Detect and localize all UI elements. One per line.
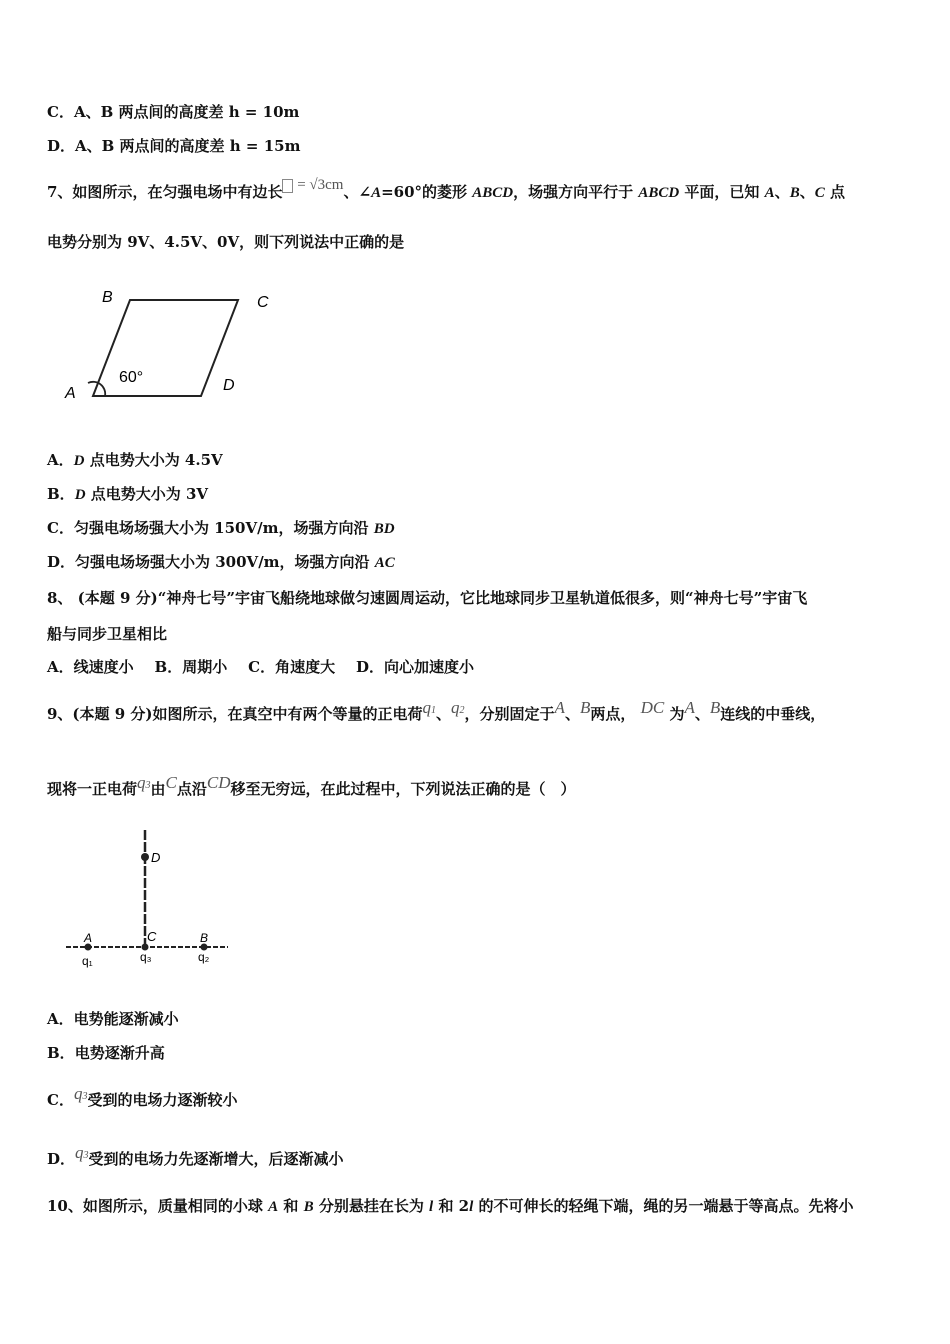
q7-option-d — [47, 552, 395, 573]
option-text: 电势逐渐升高 — [74, 1044, 165, 1062]
point-c: C — [165, 773, 177, 792]
ball-b: B — [303, 1199, 314, 1215]
q10-text: 的不可伸长的轻绳下端，绳的另一端悬于等高点。先将小 — [473, 1197, 854, 1215]
rhombus-name: ABCD — [472, 185, 514, 201]
point-d-dot — [141, 853, 149, 861]
q-symbol: q — [137, 773, 146, 792]
option-label: A． — [47, 1010, 74, 1028]
q7-option-a — [47, 450, 223, 471]
separator: 、 — [774, 183, 790, 201]
option-text: 点电势大小为 4.5V — [84, 451, 223, 469]
option-label: D． — [356, 658, 385, 676]
q8-stem-line1: 8、 (本题 9 分)“神舟七号”宇宙飞船绕地球做匀速圆周运动，它比地球同步卫星轨道低很多，则“神舟七号”宇宙飞 — [47, 589, 808, 607]
q7-stem-line2: 电势分别为 9V、4.5V、0V，则下列说法中正确的是 — [47, 233, 405, 251]
charge-q2 — [451, 698, 465, 717]
point-b: B — [709, 698, 721, 717]
q10-text: 10、如图所示，质量相同的小球 — [47, 1197, 269, 1215]
option-label: B． — [154, 658, 183, 676]
label-d: D — [151, 850, 161, 865]
q9-text: 两点， — [590, 705, 636, 723]
option-text: 受到的电场力逐渐较小 — [87, 1091, 238, 1109]
option-text: 电势能逐渐减小 — [73, 1010, 179, 1028]
q-subscript: 3 — [83, 1150, 89, 1161]
option-label: C． — [47, 103, 74, 121]
option-label: B． — [47, 485, 75, 503]
direction-ac: AC — [374, 555, 395, 571]
point-a: A — [554, 698, 565, 717]
charge-q3 — [74, 1084, 88, 1103]
label-c: C — [147, 929, 157, 944]
option-text: 线速度小 — [73, 658, 134, 676]
q8-option-c — [248, 658, 335, 676]
length-2l: l — [469, 1199, 474, 1215]
point-d: D — [74, 487, 86, 503]
option-label: C． — [47, 519, 74, 537]
option-text: 周期小 — [182, 658, 228, 676]
q-subscript: 3 — [145, 780, 151, 791]
charge-q3 — [75, 1143, 89, 1162]
q9-option-a — [47, 1009, 179, 1029]
q8-stem-line2: 船与同步卫星相比 — [47, 625, 168, 643]
option-label: D． — [47, 553, 76, 571]
q9-stem-line2 — [47, 773, 576, 802]
q9-text: 现将一正电荷 — [47, 780, 138, 798]
q6-option-c — [47, 102, 299, 122]
charges-figure — [60, 825, 250, 975]
label-b: B — [102, 289, 113, 306]
q10-stem-line1 — [47, 1196, 854, 1217]
q9-stem-line1 — [47, 698, 826, 727]
q9-text: ，分别固定于 — [464, 705, 555, 723]
option-label: A． — [47, 451, 74, 469]
option-text: A、B 两点间的高度差 h = 15m — [75, 137, 301, 155]
q7-text: 、∠ — [343, 183, 372, 201]
label-q2: q₂ — [198, 950, 210, 964]
q7-option-b — [47, 484, 208, 505]
q9-option-c — [47, 1084, 238, 1113]
option-text: 向心加速度小 — [384, 658, 475, 676]
option-text: 受到的电场力先逐渐增大，后逐渐减小 — [88, 1150, 344, 1168]
separator: 、 — [564, 705, 580, 723]
line-cd: CD — [206, 773, 231, 792]
ball-a: A — [268, 1199, 279, 1215]
side-length-value: = √3cm — [297, 177, 344, 193]
q10-text: 和 2 — [433, 1197, 470, 1215]
line-dc: DC — [640, 698, 665, 717]
option-text: A、B 两点间的高度差 h = 10m — [73, 103, 300, 121]
q-symbol: q — [451, 698, 460, 717]
label-d: D — [223, 377, 235, 394]
point-a: A — [764, 185, 775, 201]
option-label: D． — [47, 137, 76, 155]
q-subscript: 3 — [82, 1091, 88, 1102]
q7-text: ，场强方向平行于 — [513, 183, 639, 201]
option-label: C． — [248, 658, 276, 676]
point-b: B — [789, 185, 800, 201]
q9-option-d — [47, 1143, 344, 1172]
label-b: B — [200, 931, 209, 945]
q7-option-c — [47, 518, 395, 539]
plane-name: ABCD — [638, 185, 680, 201]
label-c: C — [257, 294, 269, 311]
direction-bd: BD — [373, 521, 395, 537]
rhombus-shape — [93, 300, 238, 396]
point-d: D — [73, 453, 85, 469]
q-symbol: q — [75, 1143, 84, 1162]
option-label: B． — [47, 1044, 75, 1062]
charge-q1 — [423, 698, 437, 717]
option-label: D． — [47, 1150, 76, 1168]
separator: 、 — [436, 705, 452, 723]
option-text: 角速度大 — [275, 658, 336, 676]
q9-option-b — [47, 1043, 165, 1063]
q7-text: 平面，已知 — [679, 183, 765, 201]
q9-text: 9、(本题 9 分)如图所示，在真空中有两个等量的正电荷 — [47, 705, 423, 723]
q-subscript: 1 — [431, 705, 437, 716]
q10-text: 分别悬挂在长为 — [313, 1197, 430, 1215]
q9-text: 连线的中垂线， — [720, 705, 826, 723]
q9-text: 为 — [669, 705, 685, 723]
charge-q3 — [137, 773, 151, 792]
label-q3: q₃ — [140, 950, 152, 964]
length-l: l — [429, 1199, 434, 1215]
q7-text: =60°的菱形 — [381, 183, 473, 201]
q7-text: 点 — [824, 183, 845, 201]
option-label: A． — [47, 658, 74, 676]
option-text: 点电势大小为 3V — [85, 485, 209, 503]
q7-text: 7、如图所示，在匀强电场中有边长 — [47, 183, 283, 201]
q8-options — [47, 657, 474, 677]
q10-text: 和 — [278, 1197, 304, 1215]
q-symbol: q — [73, 1084, 83, 1103]
q9-text: 点沿 — [176, 780, 207, 798]
separator: 、 — [694, 705, 710, 723]
label-q1: q₁ — [82, 954, 93, 968]
q8-option-d — [356, 658, 474, 676]
q-symbol: q — [422, 698, 432, 717]
point-c: C — [814, 185, 825, 201]
side-length-formula — [282, 177, 343, 193]
label-angle: 60° — [119, 369, 144, 386]
point-b: B — [579, 698, 591, 717]
option-text: 匀强电场场强大小为 300V/m，场强方向沿 — [75, 553, 375, 571]
label-a: A — [84, 931, 93, 945]
angle-variable: A — [371, 185, 382, 201]
label-a: A — [65, 385, 76, 402]
q9-text: 由 — [150, 780, 166, 798]
rhombus-figure — [55, 282, 285, 412]
q8-option-b — [155, 658, 228, 676]
q8-option-a — [47, 658, 134, 676]
q-subscript: 2 — [459, 705, 465, 716]
option-label: C． — [47, 1091, 74, 1109]
missing-glyph-icon — [282, 179, 293, 193]
q9-text: 移至无穷远，在此过程中，下列说法正确的是（ ） — [230, 780, 576, 798]
q6-option-d — [47, 136, 300, 156]
separator: 、 — [799, 183, 815, 201]
point-a: A — [684, 698, 695, 717]
q7-stem-line1 — [47, 177, 845, 203]
option-text: 匀强电场场强大小为 150V/m，场强方向沿 — [73, 519, 374, 537]
